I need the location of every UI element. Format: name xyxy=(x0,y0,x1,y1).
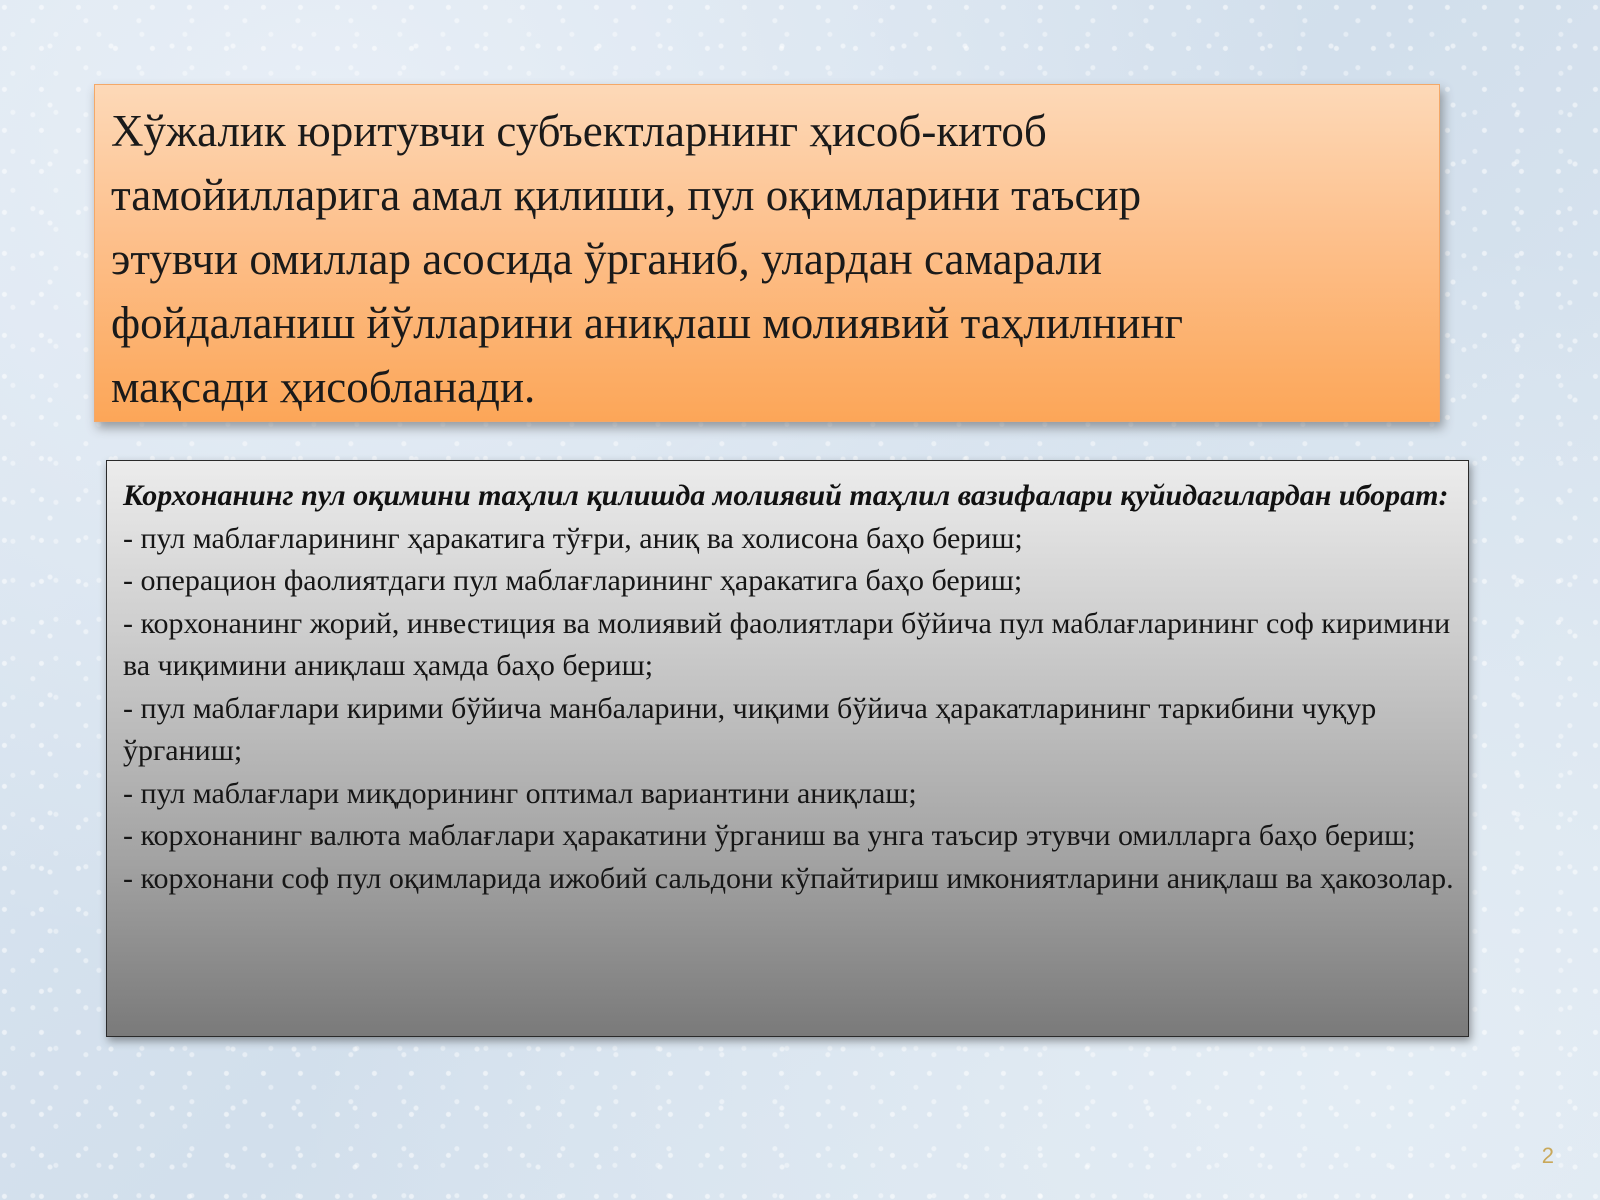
title-box xyxy=(94,84,1440,422)
task-item: - корхонанинг жорий, инвестиция ва молиявий фаолиятлари бўйича пул маблағларининг соф киримини ва чиқимини аниқлаш ҳамда баҳо бериш; xyxy=(123,606,1451,682)
task-item: - пул маблағлари миқдорининг оптимал вариантини аниқлаш; xyxy=(123,776,917,810)
task-item: - операцион фаолиятдаги пул маблағларининг ҳаракатига баҳо бериш; xyxy=(123,564,1023,597)
task-item: - пул маблағларининг ҳаракатига тўғри, аниқ ва холисона баҳо бериш; xyxy=(123,521,1023,555)
task-item: - корхонани соф пул оқимларида ижобий сальдони кўпайтириш имкониятларини аниқлаш ва ҳакозолар. xyxy=(123,861,1454,895)
task-item: - пул маблағлари кирими бўйича манбаларини, чиқими бўйича ҳаракатларининг таркибини чуқур ўрганиш; xyxy=(123,691,1377,767)
task-item: - корхонанинг валюта маблағлари ҳаракатини ўрганиш ва унга таъсир этувчи омилларга баҳо бериш; xyxy=(123,819,1416,852)
tasks-list xyxy=(123,518,1454,901)
tasks-heading: Корхонанинг пул оқимини таҳлил қилишда молиявий таҳлил вазифалари қуйидагилардан иборат: xyxy=(123,479,1449,512)
page-number: 2 xyxy=(1541,1143,1554,1168)
tasks-box xyxy=(106,460,1469,1037)
slide-title: Хўжалик юритувчи субъектларнинг ҳисоб-китоб тамойилларига амал қилиши, пул оқимларини таъсир этувчи омиллар асосида ўрганиб, улардан самарали фойдаланиш йўлларини аниқлаш молиявий таҳлилнинг мақсади ҳисобланади. xyxy=(111,106,1183,412)
